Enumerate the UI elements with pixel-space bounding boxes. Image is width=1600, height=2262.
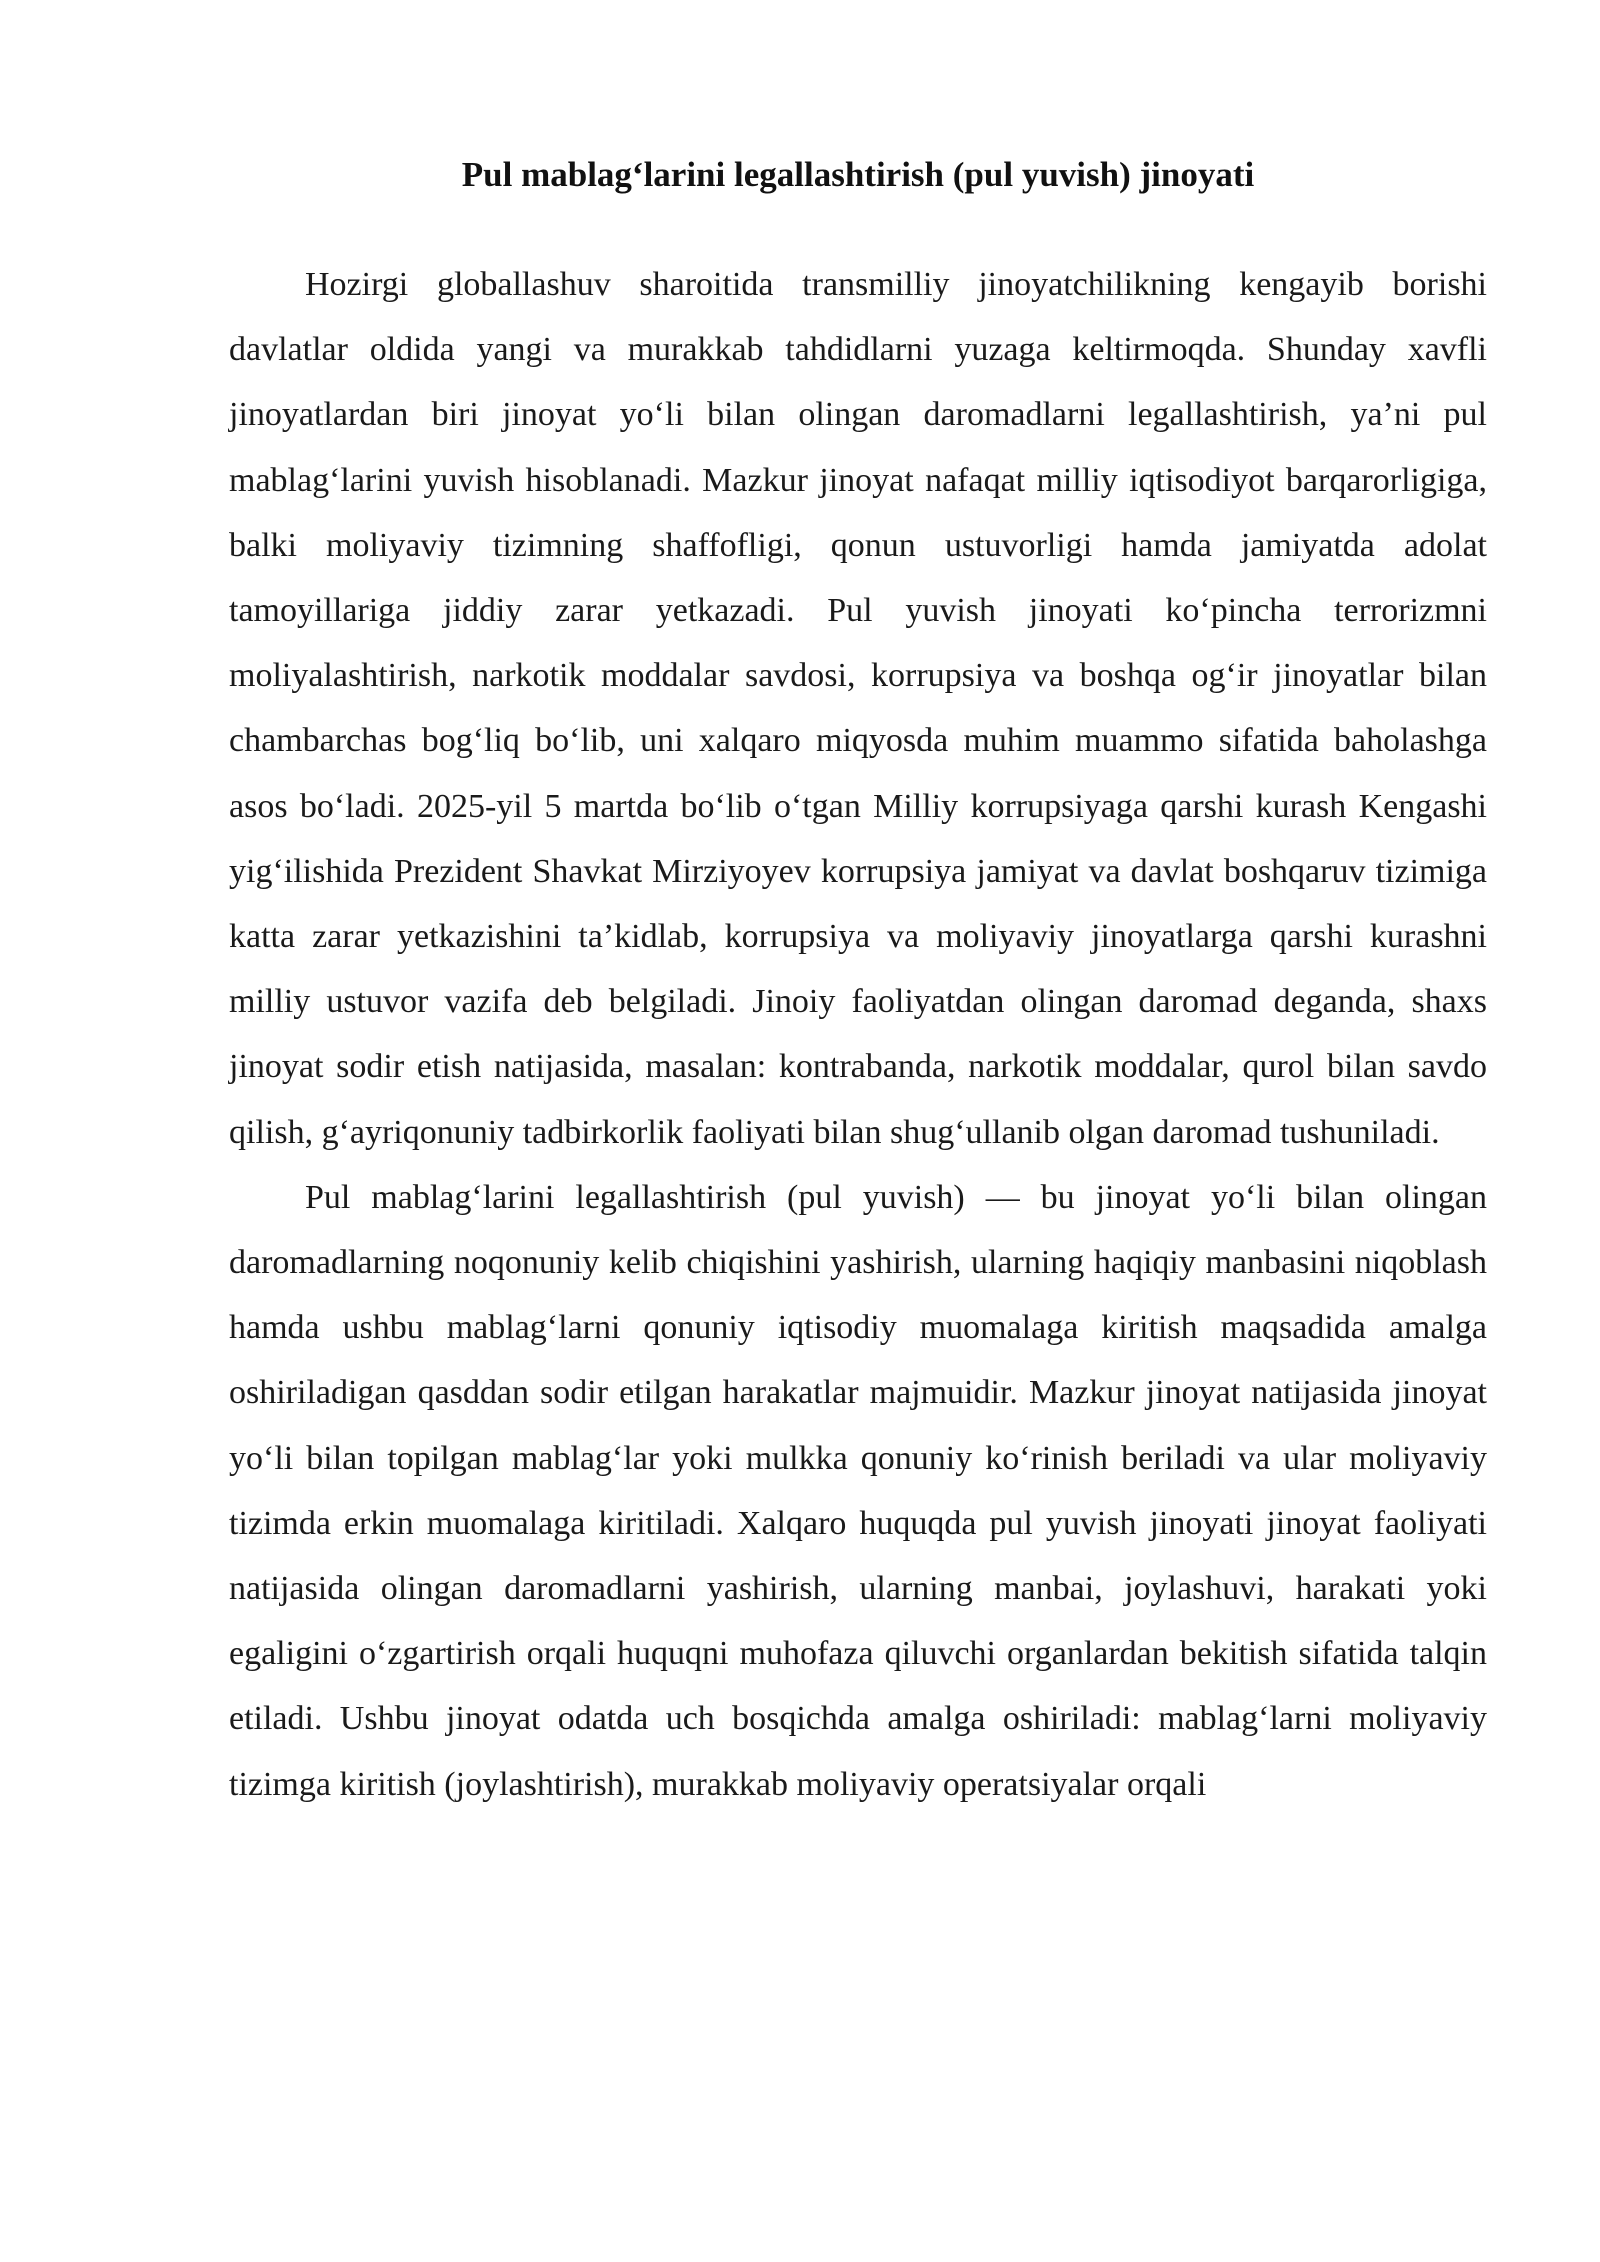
document-body <box>229 252 1487 1817</box>
paragraph: Pul mablag‘larini legallashtirish (pul yuvish) — bu jinoyat yo‘li bilan olingan daromadlarning noqonuniy kelib chiqishini yashirish, ularning haqiqiy manbasini niqoblash hamda ushbu mablag‘larni qonuniy iqtisodiy muomalaga kiritish maqsadida amalga oshiriladigan qasddan sodir etilgan harakatlar majmuidir. Mazkur jinoyat natijasida jinoyat yo‘li bilan topilgan mablag‘lar yoki mulkka qonuniy ko‘rinish beriladi va ular moliyaviy tizimda erkin muomalaga kiritiladi. Xalqaro huquqda pul yuvish jinoyati jinoyat faoliyati natijasida olingan daromadlarni yashirish, ularning manbai, joylashuvi, harakati yoki egaligini o‘zgartirish orqali huquqni muhofaza qiluvchi organlardan bekitish sifatida talqin etiladi. Ushbu jinoyat odatda uch bosqichda amalga oshiriladi: mablag‘larni moliyaviy tizimga kiritish (joylashtirish), murakkab moliyaviy operatsiyalar orqali <box>229 1178 1487 1803</box>
paragraph: Hozirgi globallashuv sharoitida transmilliy jinoyatchilikning kengayib borishi davlatlar oldida yangi va murakkab tahdidlarni yuzaga keltirmoqda. Shunday xavfli jinoyatlardan biri jinoyat yo‘li bilan olingan daromadlarni legallashtirish, ya’ni pul mablag‘larini yuvish hisoblanadi. Mazkur jinoyat nafaqat milliy iqtisodiyot barqarorligiga, balki moliyaviy tizimning shaffofligi, qonun ustuvorligi hamda jamiyatda adolat tamoyillariga jiddiy zarar yetkazadi. Pul yuvish jinoyati ko‘pincha terrorizmni moliyalashtirish, narkotik moddalar savdosi, korrupsiya va boshqa og‘ir jinoyatlar bilan chambarchas bog‘liq bo‘lib, uni xalqaro miqyosda muhim muammo sifatida baholashga asos bo‘ladi. 2025-yil 5 martda bo‘lib o‘tgan Milliy korrupsiyaga qarshi kurash Kengashi yig‘ilishida Prezident Shavkat Mirziyoyev korrupsiya jamiyat va davlat boshqaruv tizimiga katta zarar yetkazishini ta’kidlab, korrupsiya va moliyaviy jinoyatlarga qarshi kurashni milliy ustuvor vazifa deb belgiladi. Jinoiy faoliyatdan olingan daromad deganda, shaxs jinoyat sodir etish natijasida, masalan: kontrabanda, narkotik moddalar, qurol bilan savdo qilish, g‘ayriqonuniy tadbirkorlik faoliyati bilan shug‘ullanib olgan daromad tushuniladi. <box>229 266 1487 1151</box>
document-title: Pul mablag‘larini legallashtirish (pul yuvish) jinoyati <box>461 155 1255 194</box>
